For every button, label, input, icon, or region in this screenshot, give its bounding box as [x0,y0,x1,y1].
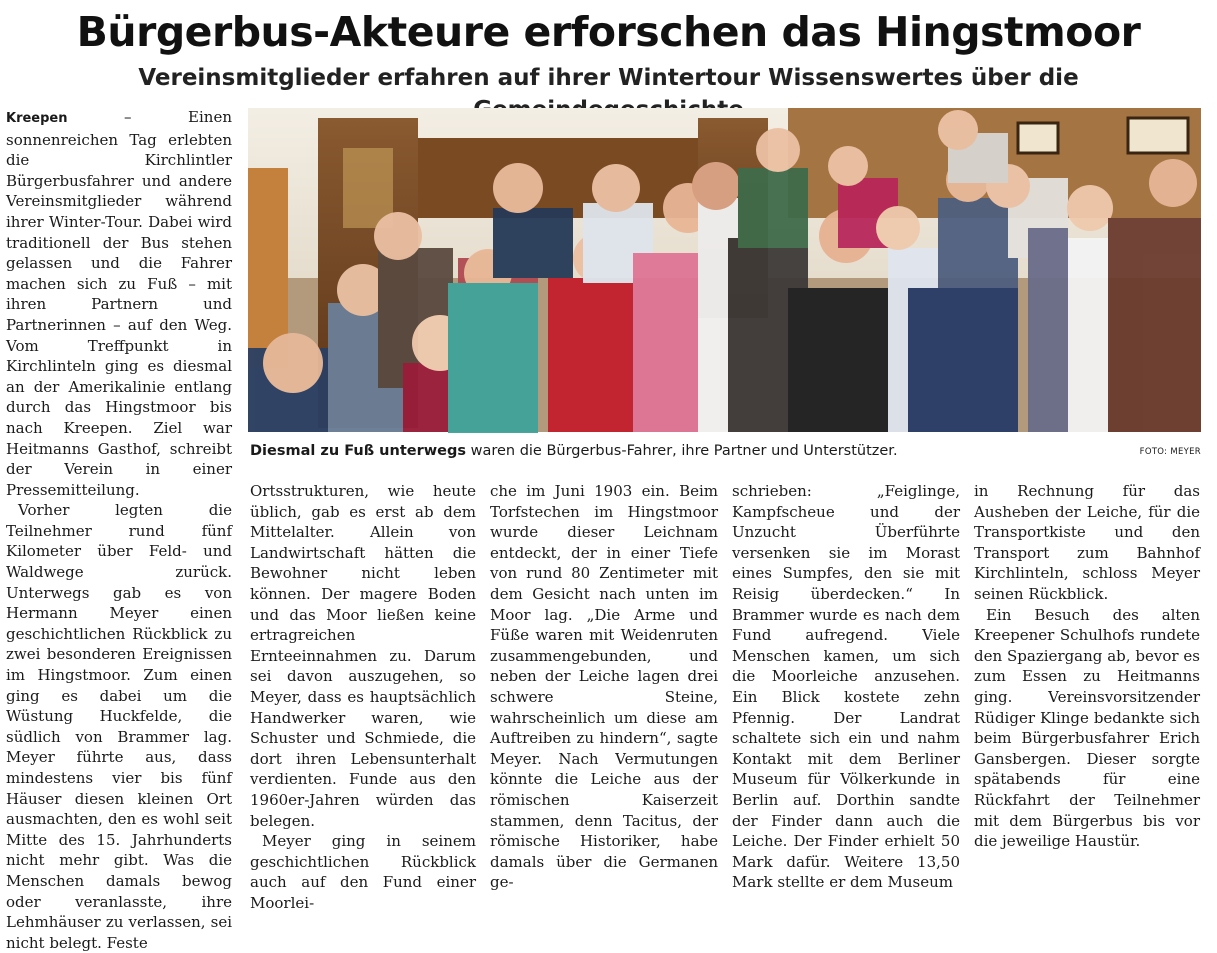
headline: Bürgerbus-Akteure erforschen das Hingstmoor [76,8,1141,56]
paragraph: schrieben: „Feiglinge, Kampfscheue und der Unzucht Überführte versenken sie im Morast eines Sumpfes, den sie mit Reisig überdecken.“ In Brammer wurde es nach dem Fund aufregend. Viele Menschen kamen, um sich die Moorleiche anzusehen. Ein Blick kostete zehn Pfennig. Der Landrat schaltete sich ein und nahm Kontakt mit dem Berliner Museum für Völkerkunde in Berlin auf. Dorthin sandte der Finder dann auch die Leiche. Der Finder erhielt 50 Mark dafür. Weitere 13,50 Mark stellte er dem Museum [732,482,960,892]
paragraph [6,107,232,500]
photo-caption [250,441,950,461]
paragraph: Ein Besuch des alten Kreepener Schulhofs rundete den Spaziergang ab, bevor es zum Essen zu Heitmanns ging. Vereinsvorsitzender Rüdiger Klinge bedankte sich beim Bürgerbusfahrer Erich Gansbergen. Dieser sorgte spätabends für eine Rückfahrt der Teilnehmer mit dem Bürgerbus bis vor die jeweilige Haustür. [974,605,1200,851]
paragraph: Vorher legten die Teilnehmer rund fünf Kilometer über Feld- und Waldwege zurück. Unterwegs gab es von Hermann Meyer einen geschichtlichen Rückblick zu zwei besonderen Ereignissen im Hingstmoor. Zum einen ging es dabei um die Wüstung Huckfelde, die südlich von Brammer lag. Meyer führte aus, dass mindestens vier bis fünf Häuser diesen kleinen Ort ausmachten, den es wohl seit Mitte des 15. Jahrhunderts nicht mehr gibt. Was die Menschen damals bewog oder veranlasste, ihre Lehmhäuser zu verlassen, sei nicht belegt. Feste [6,501,232,952]
group-photo-illustration [248,108,1201,432]
article-column-5 [974,481,1200,851]
caption-text: waren die Bürgerbus-Fahrer, ihre Partner und Unterstützer. [465,443,898,459]
paragraph: Meyer ging in seinem geschichtlichen Rückblick auch auf den Fund einer Moorlei- [250,832,476,912]
article-column-1 [6,107,232,952]
dateline: Kreepen [6,111,68,126]
article-column-4 [732,481,960,892]
article-column-3 [490,481,718,892]
paragraph: in Rechnung für das Ausheben der Leiche, für die Transportkiste und den Transport zum Bahnhof Kirchlinteln, schloss Meyer seinen Rückblick. [974,482,1200,603]
article-column-2 [250,481,476,912]
paragraph: che im Juni 1903 ein. Beim Torfstechen im Hingstmoor wurde dieser Leichnam entdeckt, der in einer Tiefe von rund 80 Zentimeter mit dem Gesicht nach unten im Moor lag. „Die Arme und Füße waren mit Weidenruten zusammengebunden, und neben der Leiche lagen drei schwere Steine, wahrscheinlich um diese am Auftreiben zu hindern“, sagte Meyer. Nach Vermutungen könnte die Leiche aus der römischen Kaiserzeit stammen, denn Tacitus, der römische Historiker, habe damals über die Germanen ge- [490,482,718,892]
caption-lead: Diesmal zu Fuß unterwegs [250,443,466,459]
subheadline: Vereinsmitglieder erfahren auf ihrer Wintertour Wissenswertes über die [138,65,1079,91]
paragraph-text: – Einen sonnenreichen Tag erlebten die Kirchlintler Bürgerbusfahrer und andere Vereinsmitglieder während ihrer Winter-Tour. Dabei wird traditionell der Bus stehen gelassen und die Fahrer machen sich zu Fuß – mit ihren Partnern und Partnerinnen – auf den Weg. Vom Treffpunkt in Kirchlinteln ging es diesmal an der Amerikalinie entlang durch das Hingstmoor bis nach Kreepen. Ziel war Heitmanns Gasthof, schreibt der Verein in einer Pressemitteilung. [6,108,232,499]
group-photo [248,108,1201,432]
paragraph: Ortsstrukturen, wie heute üblich, gab es erst ab dem Mittelalter. Allein von Landwirtschaft hätten die Bewohner nicht leben können. Der magere Boden und das Moor ließen keine ertragreichen Ernteeinnahmen zu. Darum sei davon auszugehen, so Meyer, dass es hauptsächlich Handwerker waren, wie Schuster und Schmiede, die dort ihren Lebensunterhalt verdienten. Funde aus den 1960er-Jahren würden das belegen. [250,482,476,830]
photo-credit: FOTO: MEYER [1139,447,1201,457]
